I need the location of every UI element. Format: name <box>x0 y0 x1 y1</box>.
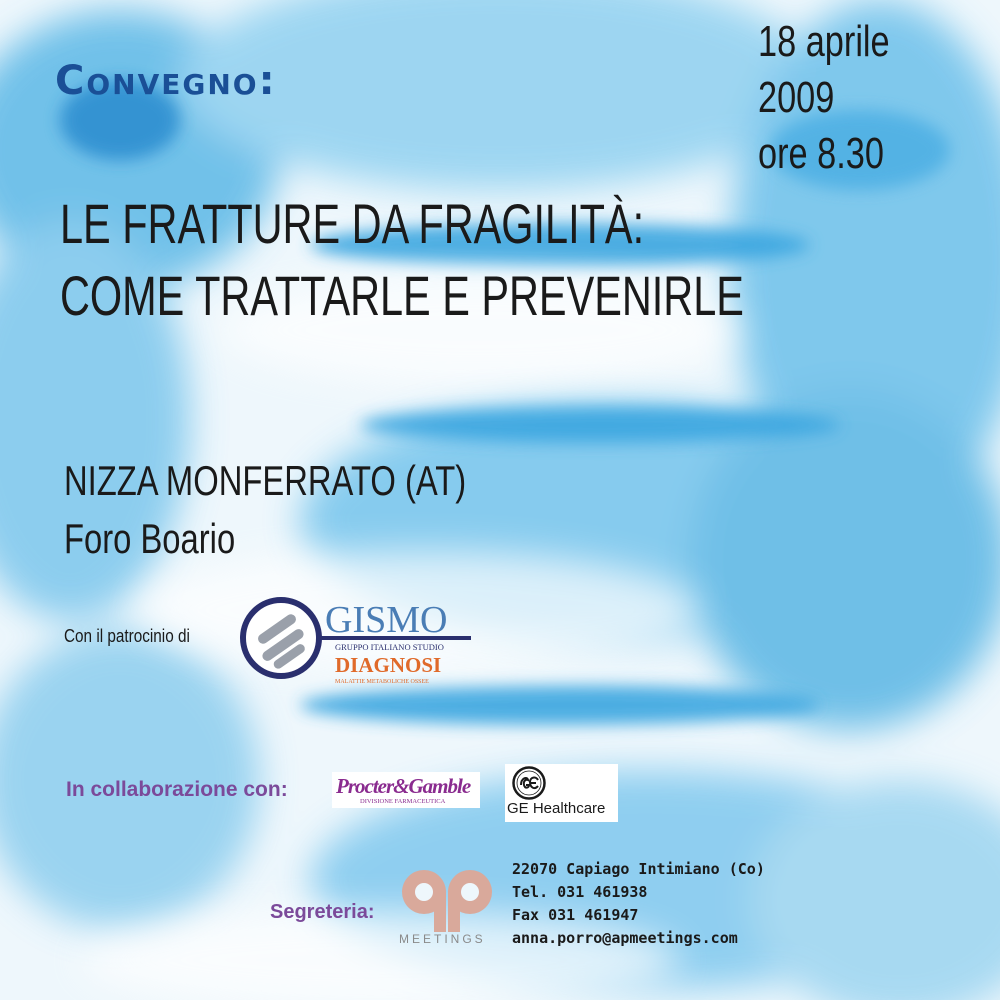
event-date: 18 aprile 2009 <box>758 17 890 122</box>
gismo-logo-line4: MALATTIE METABOLICHE OSSEE <box>335 679 429 685</box>
event-venue <box>64 452 466 568</box>
gismo-logo-name: GISMO <box>325 599 448 641</box>
procter-gamble-logo <box>332 772 480 808</box>
contact-email[interactable]: anna.porro@apmeetings.com <box>512 929 738 947</box>
gismo-logo-line2: GRUPPO ITALIANO STUDIO <box>335 642 444 652</box>
contact-fax: Fax 031 461947 <box>512 906 639 924</box>
event-title-line1: LE FRATTURE DA FRAGILITÀ: <box>60 192 645 255</box>
secretariat-label: Segreteria: <box>270 901 375 923</box>
secretariat-contact <box>512 858 765 950</box>
pg-logo-name: Procter&Gamble <box>336 774 471 798</box>
gismo-logo-line3: DIAGNOSI <box>335 653 442 677</box>
contact-tel: Tel. 031 461938 <box>512 883 648 901</box>
event-kicker: Convegno: <box>55 58 277 104</box>
pg-logo-sub: DIVISIONE FARMACEUTICA <box>360 798 446 805</box>
venue-place: Foro Boario <box>64 515 236 562</box>
event-title-line2: COME TRATTARLE E PREVENIRLE <box>60 264 744 327</box>
event-time: ore 8.30 <box>758 129 884 178</box>
ge-monogram-icon <box>512 766 546 800</box>
ap-monogram-icon <box>398 868 498 932</box>
ge-logo-name: GE Healthcare <box>507 800 606 817</box>
venue-city: NIZZA MONFERRATO (AT) <box>64 457 467 504</box>
collaboration-label: In collaborazione con: <box>66 778 288 801</box>
event-date-block <box>758 14 947 182</box>
ge-healthcare-logo <box>505 764 618 822</box>
ap-logo-word: MEETINGS <box>399 932 486 946</box>
patronage-label: Con il patrocinio di <box>64 626 190 646</box>
event-title <box>60 188 744 332</box>
ap-meetings-logo <box>398 868 498 950</box>
contact-address: 22070 Capiago Intimiano (Co) <box>512 860 765 878</box>
gismo-logo <box>237 594 477 688</box>
